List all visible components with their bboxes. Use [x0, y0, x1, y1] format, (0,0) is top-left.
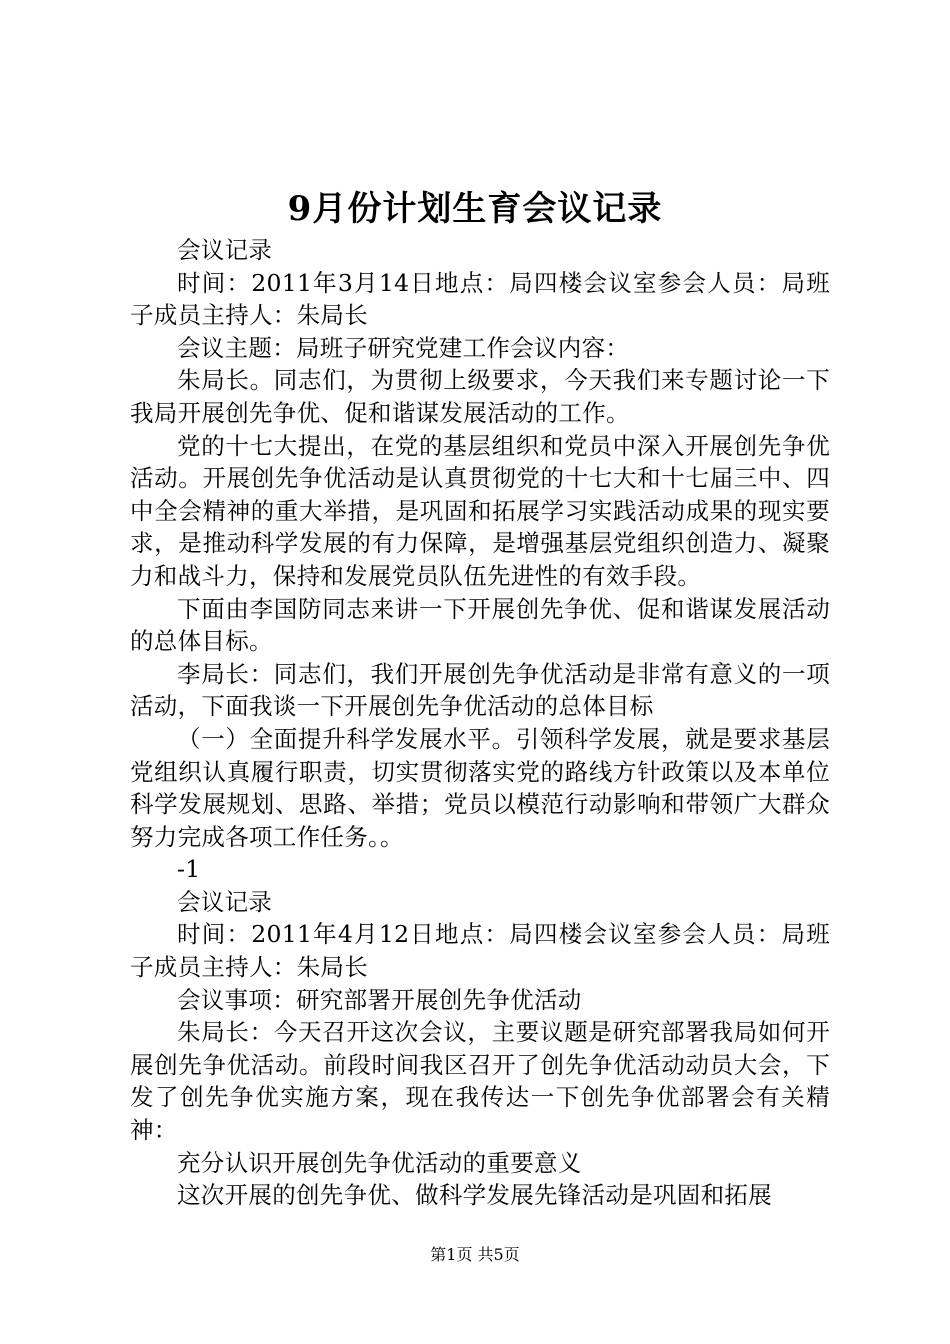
document-body	[130, 234, 830, 1212]
paragraph: 时间：2011年4月12日地点：局四楼会议室参会人员：局班子成员主持人：朱局长	[130, 920, 830, 982]
paragraph: 时间：2011年3月14日地点：局四楼会议室参会人员：局班子成员主持人：朱局长	[130, 268, 830, 330]
document-title: 9月份计划生育会议记录	[287, 189, 663, 229]
paragraph: 这次开展的创先争优、做科学发展先锋活动是巩固和拓展	[177, 1181, 772, 1210]
paragraph: 李局长：同志们，我们开展创先争优活动是非常有意义的一项活动，下面我谈一下开展创先争优活动的总体目标	[130, 659, 830, 721]
paragraph: 朱局长：今天召开这次会议，主要议题是研究部署我局如何开展创先争优活动。前段时间我区召开了创先争优活动动员大会，下发了创先争优实施方案，现在我传达一下创先争优部署会有关精神：	[130, 1018, 830, 1145]
paragraph: 会议记录	[177, 236, 273, 264]
paragraph: 下面由李国防同志来讲一下开展创先争优、促和谐谋发展活动的总体目标。	[130, 594, 830, 656]
paragraph: 朱局长。同志们，为贯彻上级要求，今天我们来专题讨论一下我局开展创先争优、促和谐谋发展活动的工作。	[130, 366, 830, 427]
paragraph: 充分认识开展创先争优活动的重要意义	[177, 1148, 582, 1177]
paragraph: 会议事项：研究部署开展创先争优活动	[177, 985, 582, 1014]
paragraph: 会议记录	[177, 887, 273, 916]
paragraph: 会议主题：局班子研究党建工作会议内容：	[177, 333, 630, 362]
page-footer: 第1页 共5页	[430, 1245, 520, 1264]
paragraph: （一）全面提升科学发展水平。引领科学发展，就是要求基层党组织认真履行职责，切实贯彻落实党的路线方针政策以及本单位科学发展规划、思路、举措；党员以模范行动影响和带领广大群众努力完成各项工作任务。。	[130, 724, 830, 851]
paragraph: 党的十七大提出，在党的基层组织和党员中深入开展创先争优活动。开展创先争优活动是认真贯彻党的十七大和十七届三中、四中全会精神的重大举措，是巩固和拓展学习实践活动成果的现实要求，是推动科学发展的有力保障，是增强基层党组织创造力、凝聚力和战斗力，保持和发展党员队伍先进性的有效手段。	[130, 431, 830, 590]
page-marker: -1	[177, 855, 201, 884]
